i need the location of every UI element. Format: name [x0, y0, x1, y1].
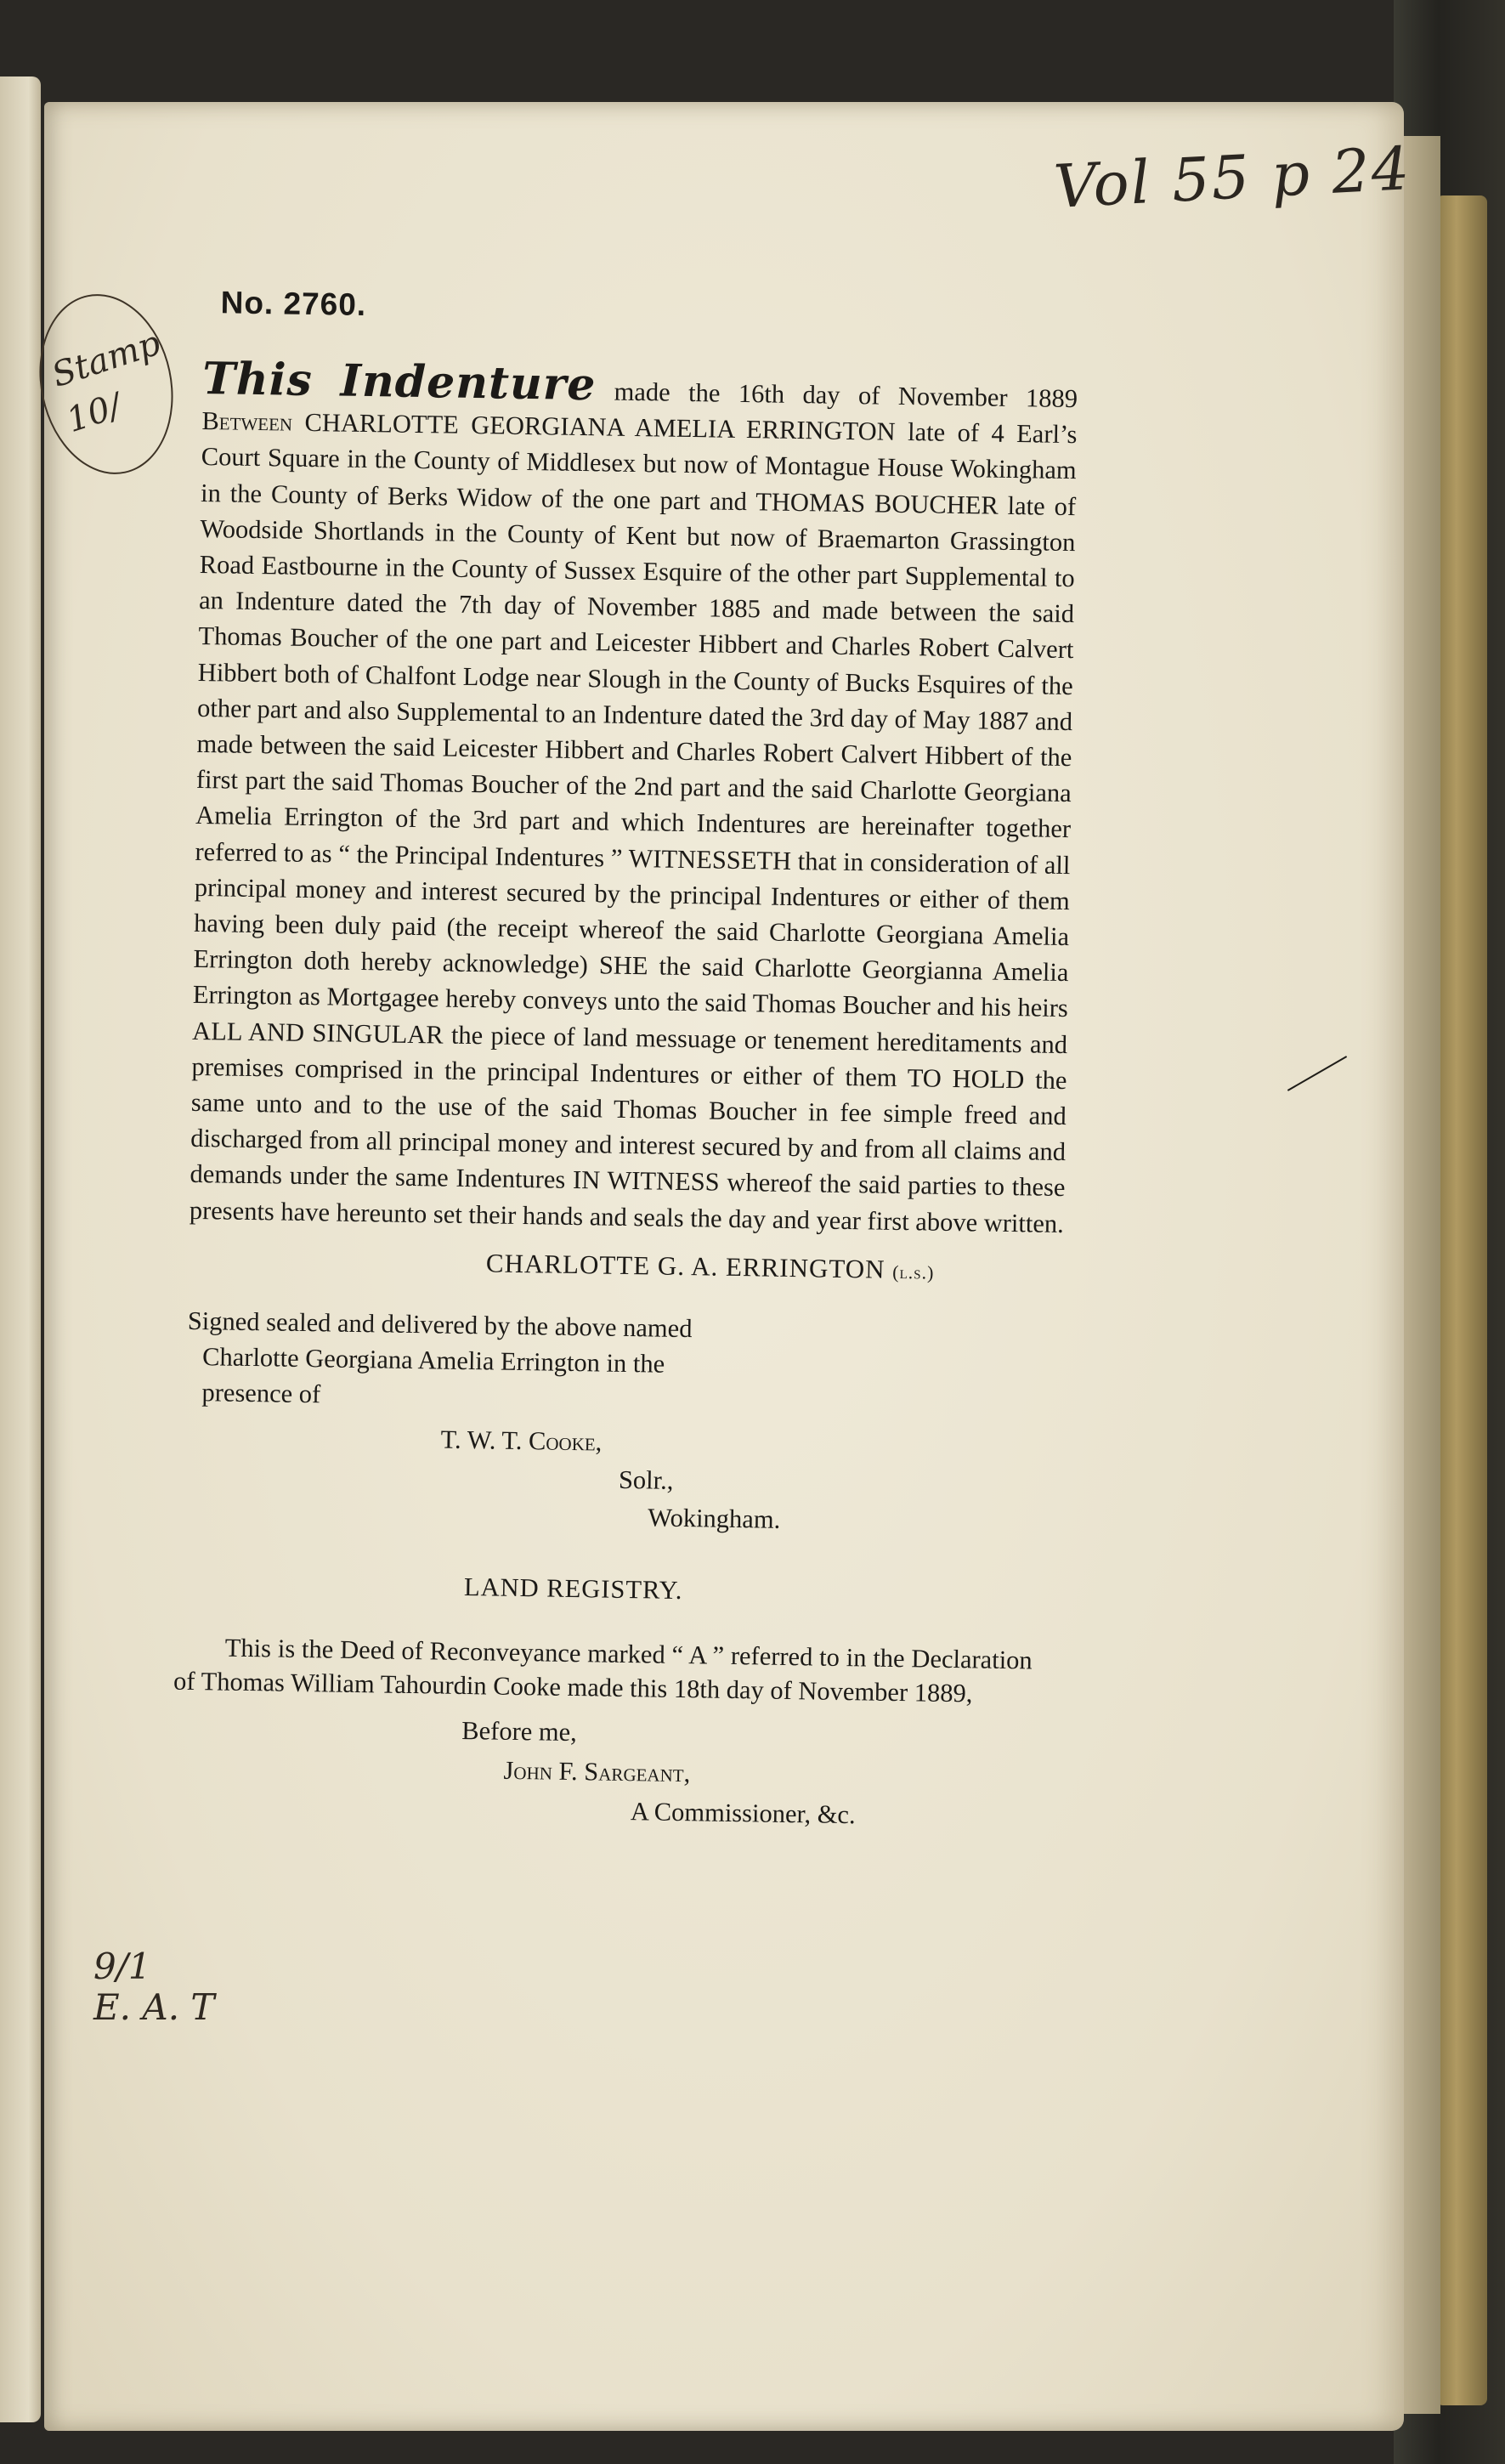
- attestation-line-3: presence of: [201, 1377, 321, 1409]
- stamp-value: 10/: [61, 386, 127, 441]
- deed-body: [189, 352, 1078, 1242]
- witness-name: T. W. T. Cooke,: [440, 1425, 603, 1457]
- land-registry-heading: LAND REGISTRY.: [463, 1572, 683, 1605]
- signature-line: [189, 1243, 1064, 1288]
- seal-mark: (l.s.): [892, 1260, 935, 1283]
- signatory-name: CHARLOTTE G. A. ERRINGTON: [485, 1248, 885, 1284]
- left-page-edge: [0, 76, 41, 2422]
- initials-line-2: E. A. T: [93, 1986, 215, 2028]
- document-number: No. 2760.: [220, 285, 367, 323]
- commissioner-block: [180, 1707, 1057, 1838]
- body-part-2: CHARLOTTE GEORGIANA AMELIA ERRINGTON late of 4 Earl’s Court Square in the County of Middlesex but now of Montague House Wokingham in the County of Berks Widow of the one part and THOMAS BOUCHER late of Woodside Shortlands in the County of Kent but now of Braemarton Grassington Road Eastbourne in the County of Sussex Esquire of the other part Supplemental to an Indenture dated the 7th day of November 1885 and made between the said Thomas Boucher of the one part and Leicester Hibbert and Charles Robert Calvert Hibbert both of Chalfont Lodge near Slough in the County of Bucks Esquires of the other part and also Supplemental to an Indenture dated the 3rd day of May 1887 and made between the said Leicester Hibbert and Charles Robert Calvert Hibbert of the first part the said Thomas Boucher of the 2nd part and the said Charlotte Georgiana Amelia Errington of the 3rd part and which Indentures are hereinafter together referred to as “ the Principal Indentures ” WITNESSETH that in consideration of all principal money and interest secured by the principal Indentures or either of them having been duly paid (the receipt whereof the said Charlotte Georgiana Amelia Errington doth hereby acknowledge) SHE the said Charlotte Georgianna Amelia Errington as Mortgagee hereby conveys unto the said Thomas Boucher and his heirs ALL AND SINGULAR the piece of land messuage or tenement hereditaments and premises comprised in the principal Indentures or either of them TO HOLD the same unto and to the use of the said Thomas Boucher in fee simple freed and discharged from all principal money and interest secured by and from all claims and demands under the same Indentures IN WITNESS whereof the said parties to these presents have hereunto set their hands and seals the day and year first above written.: [189, 407, 1078, 1238]
- attestation-line-1: Signed sealed and delivered by the above named: [187, 1306, 693, 1344]
- volume-reference-annotation: Vol 55 p 24: [1052, 133, 1413, 222]
- witness-title: Solr.,: [618, 1464, 674, 1495]
- witness-block: [184, 1417, 1061, 1543]
- witness-place: Wokingham.: [648, 1503, 781, 1534]
- body-part-between: Between: [201, 406, 293, 437]
- commissioner-name: John F. Sargeant,: [503, 1755, 691, 1788]
- body-part-1: made the 16th day of November 1889: [595, 377, 1078, 414]
- commissioner-title: A Commissioner, &c.: [630, 1796, 856, 1830]
- attestation-clause: [186, 1303, 800, 1419]
- initials-line-1: 9/1: [93, 1946, 151, 1987]
- margin-initials: [93, 1946, 214, 2028]
- cover-binding-edge: [1436, 195, 1487, 2405]
- before-me: Before me,: [461, 1715, 578, 1747]
- attestation-line-2: Charlotte Georgiana Amelia Errington in the: [201, 1342, 665, 1379]
- stamp-label: Stamp: [47, 323, 166, 395]
- opening-heading: This Indenture: [201, 352, 597, 411]
- land-registry-declaration: This is the Deed of Reconveyance marked “ A ” referred to in the Declaration of Thomas William Tahourdin Cooke made this 18th day of November 1889,: [173, 1633, 1033, 1708]
- deed-content: [173, 285, 1079, 1838]
